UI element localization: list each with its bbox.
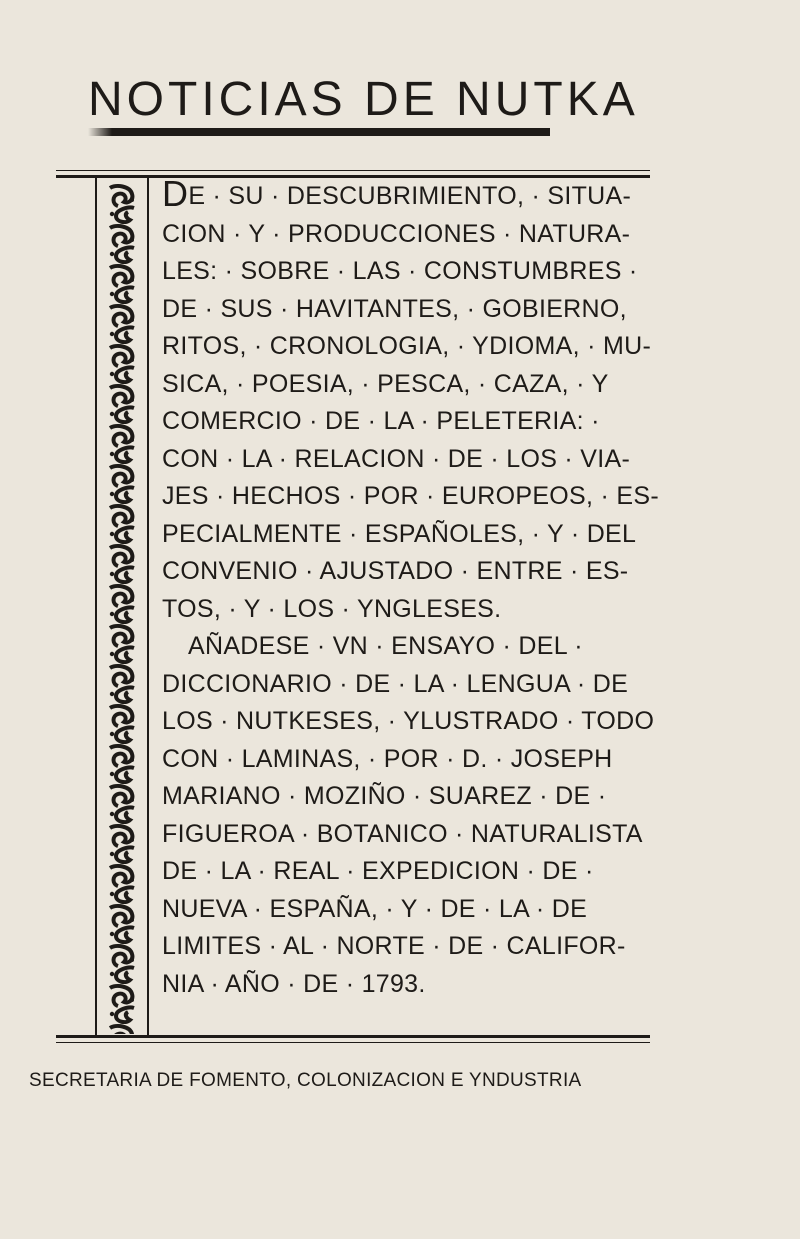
drop-cap: D <box>162 173 189 214</box>
text-line: FIGUEROA · BOTANICO · NATURALISTA <box>162 819 643 848</box>
publisher-footer: SECRETARIA DE FOMENTO, COLONIZACION E YNDUSTRIA <box>29 1070 582 1091</box>
text-line: AÑADESE · VN · ENSAYO · DEL · <box>188 632 583 660</box>
text-line: NIA · AÑO · DE · 1793. <box>162 969 426 998</box>
text-line: LES: · SOBRE · LAS · CONSTUMBRES · <box>162 257 638 285</box>
text-line: NUEVA · ESPAÑA, · Y · DE · LA · DE <box>162 894 588 923</box>
text-line: DE · SUS · HAVITANTES, · GOBIERNO, <box>162 294 627 323</box>
page-title: NOTICIAS DE NUTKA <box>88 73 639 126</box>
text-line: DE · LA · REAL · EXPEDICION · DE · <box>162 857 594 885</box>
text-line: CONVENIO · AJUSTADO · ENTRE · ES- <box>162 557 629 585</box>
text-line: CON · LA · RELACION · DE · LOS · VIA- <box>162 444 631 473</box>
ornament-border <box>102 184 142 1034</box>
text-line: TOS, · Y · LOS · YNGLESES. <box>162 594 502 623</box>
text-line: DICCIONARIO · DE · LA · LENGUA · DE <box>162 669 629 698</box>
ornament-border-icon <box>102 184 142 1034</box>
border-left-line <box>95 178 97 1036</box>
text-line: LIMITES · AL · NORTE · DE · CALIFOR- <box>162 932 626 960</box>
text-line: SICA, · POESIA, · PESCA, · CAZA, · Y <box>162 369 609 398</box>
text-line: MARIANO · MOZIÑO · SUAREZ · DE · <box>162 782 607 810</box>
frame-bottom-rule-thick <box>56 1035 650 1038</box>
text-line: DE · SU · DESCUBRIMIENTO, · SITUA- <box>162 173 632 214</box>
text-line: LOS · NUTKESES, · YLUSTRADO · TODO <box>162 707 655 735</box>
frame-bottom-rule-thin <box>56 1042 650 1043</box>
text-line: CION · Y · PRODUCCIONES · NATURA- <box>162 219 631 248</box>
title-page-text <box>162 173 662 1003</box>
text-line: JES · HECHOS · POR · EUROPEOS, · ES- <box>162 482 659 510</box>
border-right-line <box>147 178 149 1036</box>
text-line: COMERCIO · DE · LA · PELETERIA: · <box>162 407 600 435</box>
text-line: RITOS, · CRONOLOGIA, · YDIOMA, · MU- <box>162 332 652 360</box>
title-underline-rule <box>88 128 550 136</box>
frame-top-rule-thin <box>56 170 650 171</box>
text-line: PECIALMENTE · ESPAÑOLES, · Y · DEL <box>162 519 637 548</box>
text-line: CON · LAMINAS, · POR · D. · JOSEPH <box>162 744 613 773</box>
